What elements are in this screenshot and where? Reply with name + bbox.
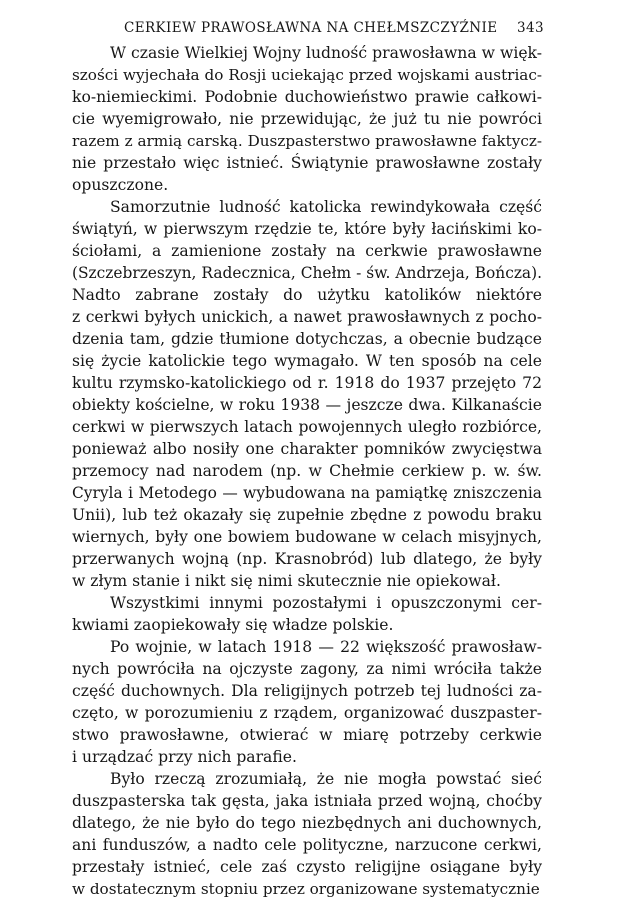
text-line: ko-niemieckimi. Podobnie duchowieństwo prawie całkowi-: [72, 88, 542, 106]
text-line: Cyryla i Metodego — wybudowana na pamiątkę zniszczenia: [72, 484, 542, 502]
text-line: Po wojnie, w latach 1918 — 22 większość prawosław-: [110, 638, 542, 656]
text-line: cerkwi w pierwszych latach powojennych uległo rozbiórce,: [72, 418, 542, 436]
text-line: kwiami zaopiekowały się władze polskie.: [72, 616, 394, 634]
text-line: Samorzutnie ludność katolicka rewindykowała część: [110, 198, 542, 216]
body-text: [72, 42, 542, 900]
text-line: przemocy nad narodem (np. w Chełmie cerkiew p. w. św.: [72, 462, 542, 480]
text-line: ściołami, a zamienione zostały na cerkwie prawosławne: [72, 242, 542, 260]
paragraph: [72, 196, 542, 592]
text-line: ani funduszów, a nadto cele polityczne, narzucone cerkwi,: [72, 836, 542, 854]
text-line: Unii), lub też okazały się zupełnie zbędne z powodu braku: [72, 506, 542, 524]
text-line: w dostatecznym stopniu przez organizowane systematycznie: [72, 880, 540, 898]
text-line: wiernych, były one bowiem budowane w celach misyjnych,: [72, 528, 542, 546]
text-line: szości wyjechała do Rosji uciekając przed wojskami austriac-: [72, 66, 542, 84]
text-line: w złym stanie i nikt się nimi skutecznie nie opiekował.: [72, 572, 501, 590]
text-line: Nadto zabrane zostały do użytku katolików niektóre: [72, 286, 542, 304]
text-line: nych powróciła na ojczyste zagony, za nimi wróciła także: [72, 660, 542, 678]
text-line: częto, w porozumieniu z rządem, organizować duszpaster-: [72, 704, 542, 722]
text-line: dzenia tam, gdzie tłumione dotychczas, a obecnie budzące: [72, 330, 542, 348]
text-line: stwo prawosławne, otwierać w miarę potrzeby cerkwie: [72, 726, 542, 744]
text-line: z cerkwi byłych unickich, a nawet prawosławnych z pocho-: [72, 308, 542, 326]
text-line: kultu rzymsko-katolickiego od r. 1918 do 1937 przejęto 72: [72, 374, 542, 392]
text-line: się życie katolickie tego wymagało. W ten sposób na cele: [72, 352, 542, 370]
text-line: dlatego, że nie było do tego niezbędnych ani duchownych,: [72, 814, 542, 832]
text-line: ponieważ albo nosiły one charakter pomników zwycięstwa: [72, 440, 542, 458]
text-line: przestały istnieć, cele zaś czysto religijne osiągane były: [72, 858, 542, 876]
text-line: opuszczone.: [72, 176, 169, 194]
running-title: CERKIEW PRAWOSŁAWNA NA CHEŁMSZCZYŹNIE: [124, 20, 498, 36]
paragraph: [72, 592, 542, 636]
page-number: 343: [517, 20, 544, 36]
text-line: świątyń, w pierwszym rzędzie te, które były łacińskimi ko-: [72, 220, 542, 238]
text-line: Było rzeczą zrozumiałą, że nie mogła powstać sieć: [110, 770, 542, 788]
text-line: duszpasterska tak gęsta, jaka istniała przed wojną, choćby: [72, 792, 542, 810]
paragraph: [72, 768, 542, 900]
text-line: cie wyemigrowało, nie przewidując, że już tu nie powróci: [72, 110, 542, 128]
text-line: (Szczebrzeszyn, Radecznica, Chełm - św. Andrzeja, Bończa).: [72, 264, 542, 282]
text-line: część duchownych. Dla religijnych potrzeb tej ludności za-: [72, 682, 542, 700]
text-line: Wszystkimi innymi pozostałymi i opuszczonymi cer-: [110, 594, 542, 612]
text-line: i urządzać przy nich parafie.: [72, 748, 297, 766]
text-line: obiekty kościelne, w roku 1938 — jeszcze dwa. Kilkanaście: [72, 396, 542, 414]
paragraph: [72, 42, 542, 196]
text-line: W czasie Wielkiej Wojny ludność prawosławna w więk-: [110, 44, 542, 62]
paragraph: [72, 636, 542, 768]
text-line: nie przestało więc istnieć. Świątynie prawosławne zostały: [72, 154, 542, 172]
page-header: [124, 20, 544, 40]
text-line: razem z armią carską. Duszpasterstwo prawosławne faktycz-: [72, 132, 542, 150]
text-line: przerwanych wojną (np. Krasnobród) lub dlatego, że były: [72, 550, 542, 568]
